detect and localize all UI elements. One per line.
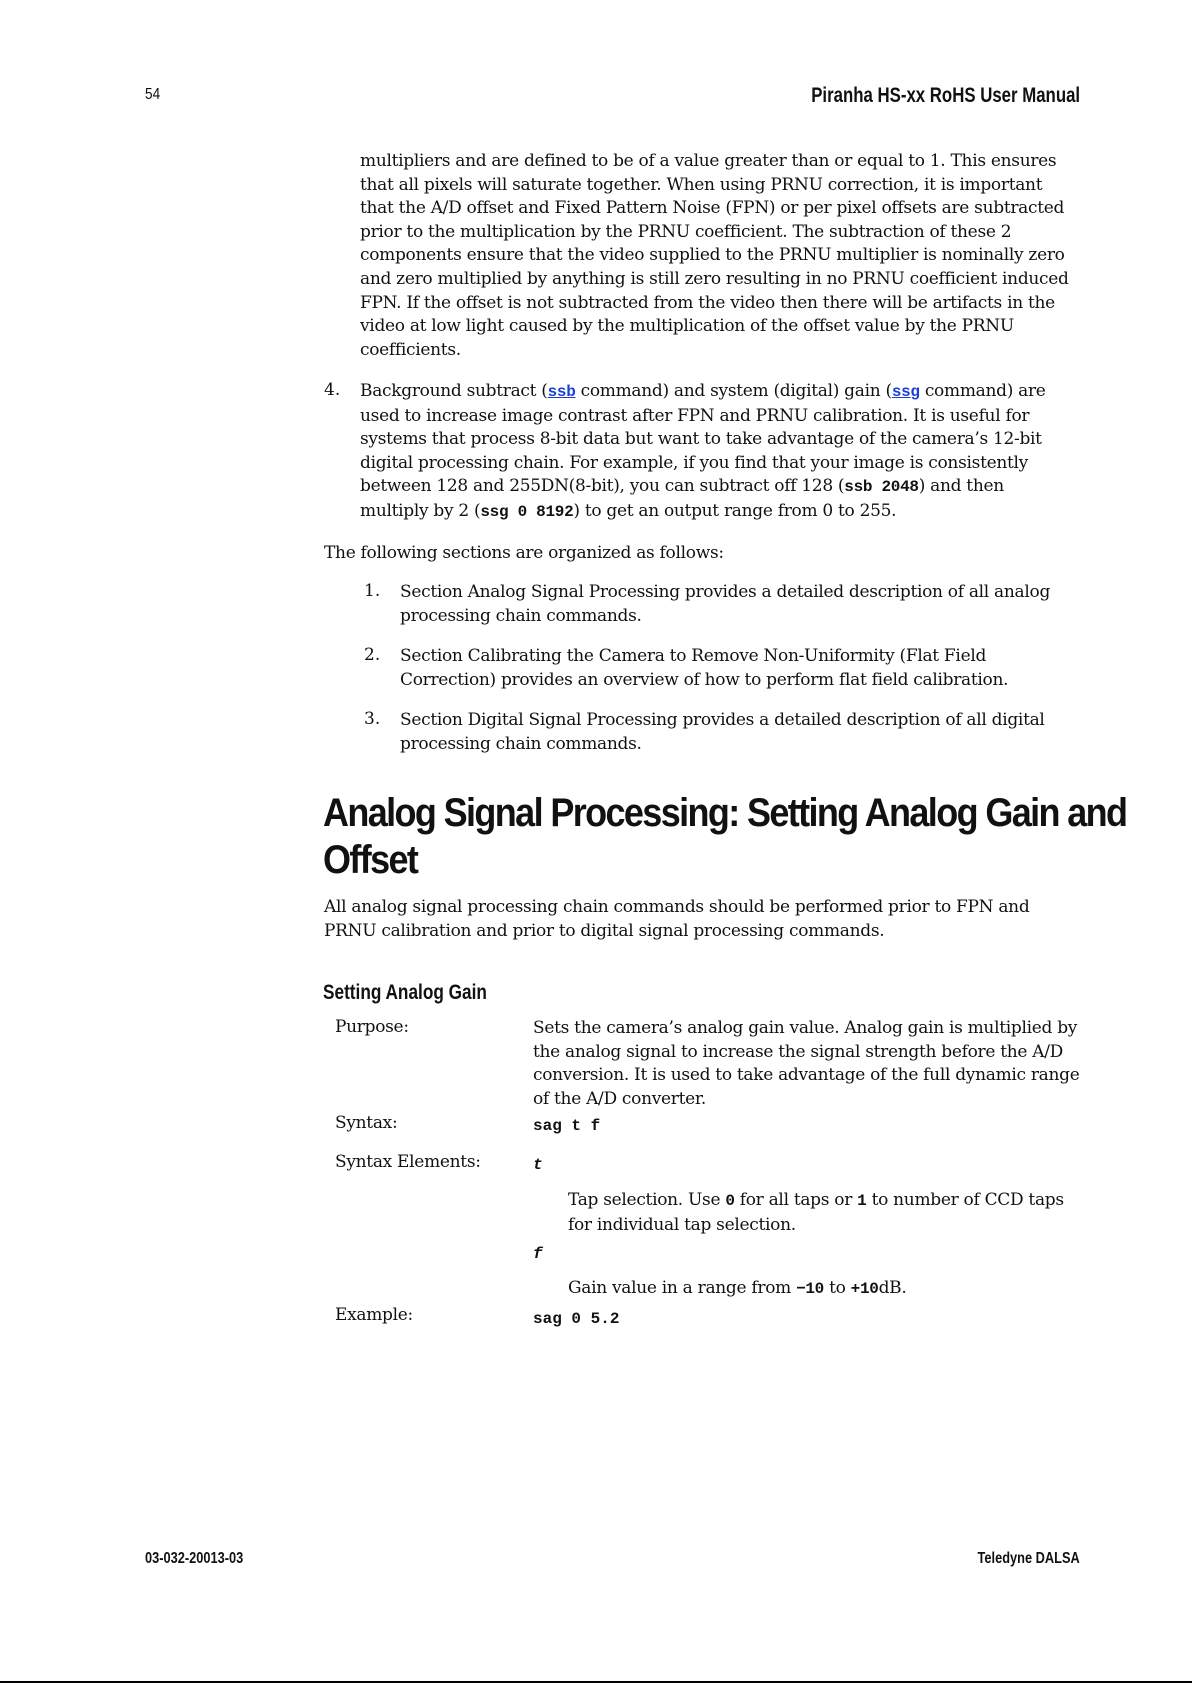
code-value: +10: [850, 1280, 879, 1298]
heading-line: Analog Signal Processing: Setting Analog Gain and: [323, 791, 1127, 835]
footer-company: Teledyne DALSA: [977, 1550, 1080, 1567]
list-item-calibration-section: [400, 645, 1100, 692]
syntax-elements-label: Syntax Elements:: [335, 1152, 481, 1172]
paragraph-line: Section Digital Signal Processing provides a detailed description of all digital: [400, 710, 1045, 730]
subsection-heading: Setting Analog Gain: [323, 981, 487, 1004]
paragraph-line: for individual tap selection.: [568, 1214, 796, 1235]
paragraph-line: systems that process 8-bit data but want to take advantage of the camera’s 12-bit: [360, 429, 1042, 450]
list-item-number: 3.: [364, 709, 381, 729]
paragraph-line: FPN. If the offset is not subtracted from the video then there will be artifacts in the: [360, 292, 1055, 313]
paragraph-line: prior to the multiplication by the PRNU coefficient. The subtraction of these 2: [360, 221, 1012, 242]
text-run: between 128 and 255DN(8-bit), you can subtract off 128 (: [360, 476, 845, 497]
paragraph-line: digital processing chain. For example, if you find that your image is consistently: [360, 452, 1028, 473]
example-code: sag 0 5.2: [533, 1310, 620, 1328]
paragraph-line: coefficients.: [360, 339, 461, 360]
text-run: ) and then: [918, 476, 1004, 497]
t-parameter: t: [533, 1156, 543, 1174]
example-label: Example:: [335, 1305, 413, 1325]
f-parameter: f: [533, 1245, 543, 1263]
ssb-example-code: ssb 2048: [844, 478, 919, 497]
ssg-command-link[interactable]: ssg: [891, 383, 920, 401]
paragraph-line: components ensure that the video supplied to the PRNU multiplier is nominally zero: [360, 245, 1065, 266]
paragraph-line: All analog signal processing chain commands should be performed prior to FPN and: [324, 897, 1030, 917]
paragraph-line: [360, 500, 1100, 525]
syntax-code: [533, 1117, 600, 1135]
paragraph-line: Correction) provides an overview of how to perform flat field calibration.: [400, 669, 1009, 690]
list-item-background-subtract: [360, 380, 1100, 525]
code-value: 1: [857, 1192, 867, 1210]
code-value: −10: [796, 1280, 824, 1298]
code-value: 0: [725, 1192, 735, 1210]
paragraph-line: processing chain commands.: [400, 733, 642, 754]
list-item-number: 1.: [364, 581, 381, 601]
paragraph-line: PRNU calibration and prior to digital signal processing commands.: [324, 920, 885, 941]
bottom-rule: [0, 1681, 1192, 1683]
purpose-description: [533, 1017, 1093, 1111]
sections-intro: The following sections are organized as follows:: [324, 543, 724, 563]
list-item-number: 2.: [364, 645, 381, 665]
paragraph-line: of the A/D converter.: [533, 1088, 706, 1109]
paragraph-line: the analog signal to increase the signal strength before the A/D: [533, 1041, 1063, 1062]
text-run: Tap selection. Use: [568, 1190, 726, 1210]
paragraph-line: video at low light caused by the multiplication of the offset value by the PRNU: [360, 316, 1014, 337]
paragraph-line: [360, 475, 1100, 500]
paragraph-line: used to increase image contrast after FPN and PRNU calibration. It is useful for: [360, 405, 1030, 426]
t-parameter-description: [568, 1189, 1088, 1237]
text-run: to number of CCD taps: [866, 1190, 1064, 1210]
syntax-text: sag t f: [533, 1117, 601, 1135]
page-number: 54: [145, 86, 161, 103]
paragraph-line: Sets the camera’s analog gain value. Analog gain is multiplied by: [533, 1018, 1078, 1038]
continued-paragraph: [360, 150, 1100, 362]
paragraph-line: that all pixels will saturate together. When using PRNU correction, it is important: [360, 174, 1043, 195]
paragraph-line: multipliers and are defined to be of a value greater than or equal to 1. This ensures: [360, 151, 1057, 171]
ssb-command-link[interactable]: ssb: [547, 383, 576, 401]
paragraph-line: conversion. It is used to take advantage of the full dynamic range: [533, 1065, 1080, 1086]
text-run: command) are: [919, 381, 1046, 401]
paragraph-line: and zero multiplied by anything is still zero resulting in no PRNU coefficient induced: [360, 268, 1069, 289]
paragraph-line: Section Analog Signal Processing provides a detailed description of all analog: [400, 582, 1051, 602]
text-run: command) and system (digital) gain (: [575, 381, 892, 401]
syntax-label: Syntax:: [335, 1113, 398, 1133]
text-run: Gain value in a range from: [568, 1278, 797, 1298]
ssg-example-code: ssg 0 8192: [480, 502, 574, 521]
text-run: Background subtract (: [360, 381, 548, 401]
paragraph-line: [568, 1277, 1088, 1302]
list-item-number: 4.: [324, 380, 341, 400]
text-run: to: [823, 1278, 851, 1298]
running-header: Piranha HS-xx RoHS User Manual: [811, 84, 1080, 107]
paragraph-line: [360, 380, 1100, 405]
text-run: for all taps or: [734, 1190, 858, 1210]
text-run: dB.: [878, 1278, 907, 1298]
list-item-analog-section: [400, 581, 1100, 628]
section-intro-paragraph: [324, 896, 1084, 943]
text-run: ) to get an output range from 0 to 255.: [573, 500, 897, 521]
f-parameter-description: [568, 1277, 1088, 1302]
purpose-label: Purpose:: [335, 1017, 409, 1037]
paragraph-line: processing chain commands.: [400, 605, 642, 626]
heading-line: Offset: [323, 838, 418, 882]
text-run: multiply by 2 (: [360, 500, 481, 521]
section-heading: [323, 790, 1127, 884]
paragraph-line: [568, 1189, 1088, 1214]
list-item-digital-section: [400, 709, 1100, 756]
footer-doc-number: 03-032-20013-03: [145, 1550, 244, 1567]
paragraph-line: Section Calibrating the Camera to Remove Non-Uniformity (Flat Field: [400, 646, 987, 666]
paragraph-line: that the A/D offset and Fixed Pattern Noise (FPN) or per pixel offsets are subtracted: [360, 198, 1065, 219]
